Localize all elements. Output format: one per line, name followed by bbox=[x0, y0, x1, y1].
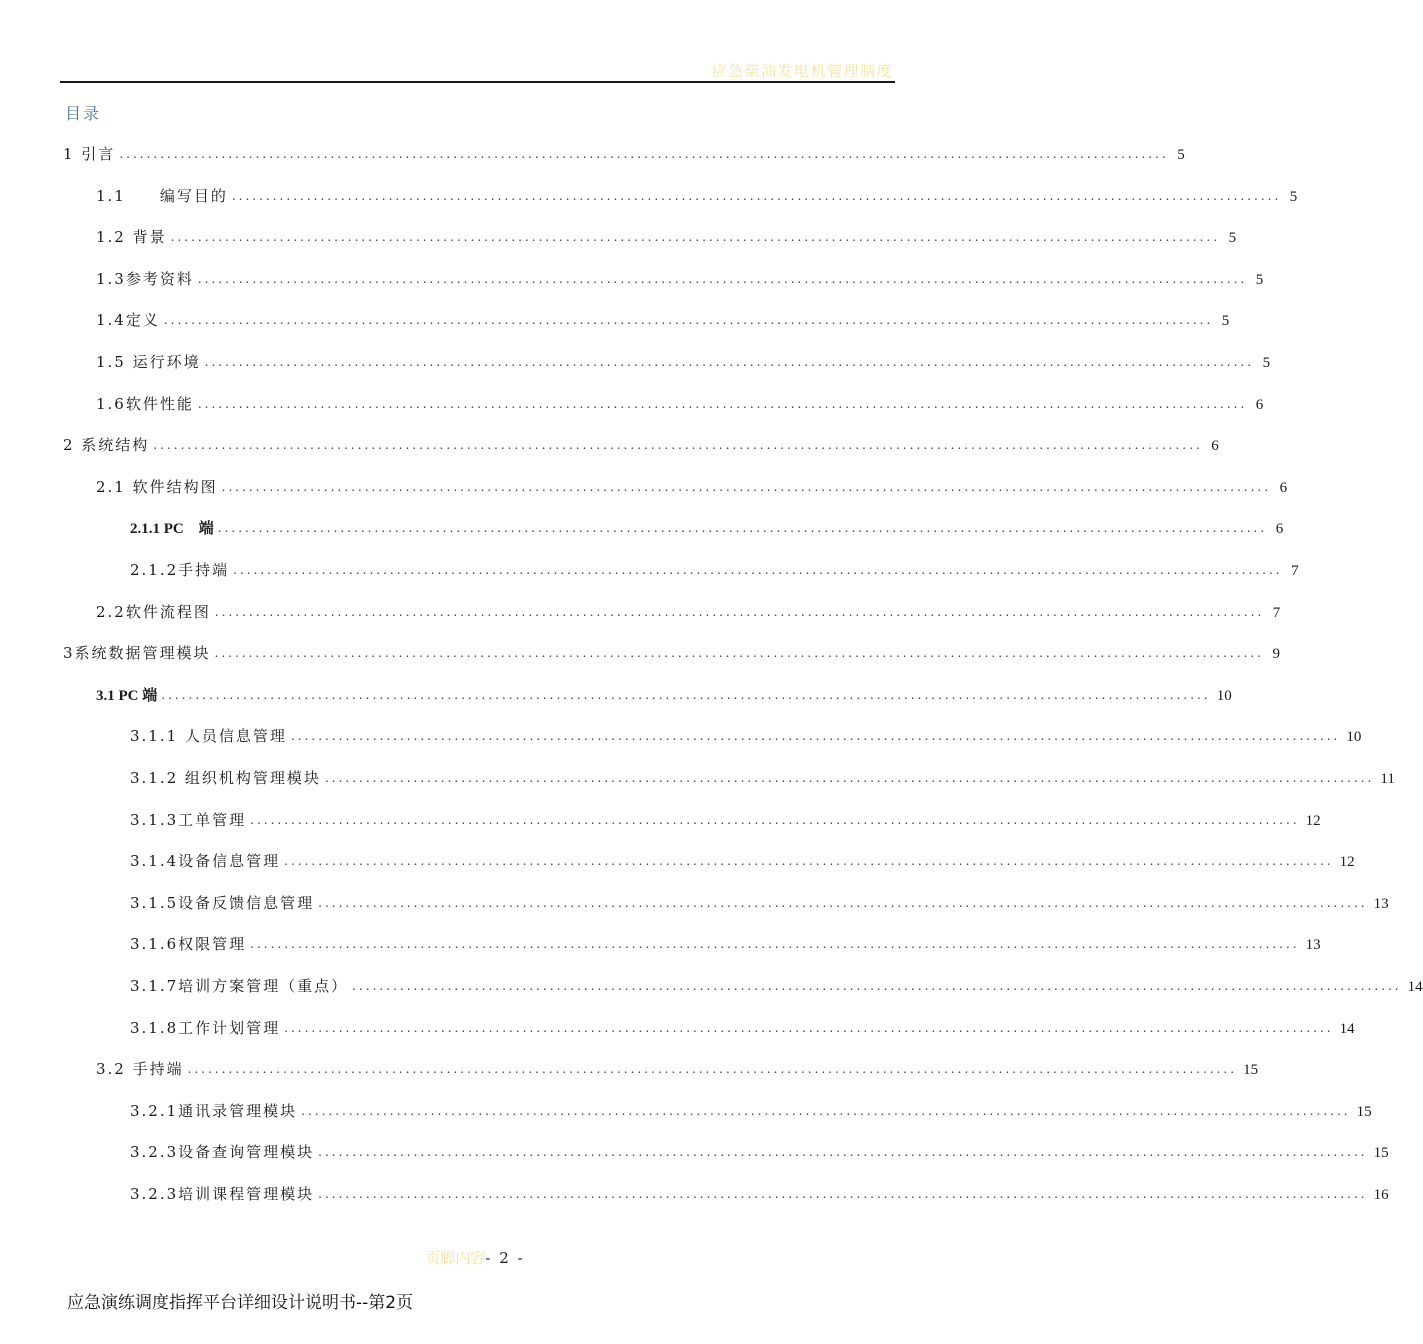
toc-entry-page: 5 bbox=[1262, 355, 1271, 371]
toc-dot-leader: .......................................................................................................................................................... bbox=[197, 272, 1248, 286]
toc-entry-label: 3.1 PC 端 bbox=[96, 688, 158, 704]
toc-dot-leader: .......................................................................................................................................................... bbox=[119, 147, 1169, 161]
toc-entry-label: 3系统数据管理模块 bbox=[63, 644, 211, 662]
toc-entry[interactable] bbox=[96, 351, 1271, 373]
toc-entry-label: 3.1.5设备反馈信息管理 bbox=[130, 894, 315, 912]
toc-dot-leader: .......................................................................................................................................................... bbox=[221, 480, 1272, 494]
toc-entry[interactable] bbox=[96, 268, 1264, 290]
toc-entry-label: 3.2.3设备查询管理模块 bbox=[130, 1143, 315, 1161]
toc-dot-leader: .......................................................................................................................................................... bbox=[301, 1104, 1351, 1118]
toc-entry[interactable] bbox=[130, 809, 1321, 831]
toc-entry[interactable] bbox=[130, 559, 1299, 581]
toc-entry[interactable] bbox=[96, 185, 1298, 207]
toc-entry-label: 2.1 软件结构图 bbox=[96, 478, 218, 496]
toc-dot-leader: .......................................................................................................................................................... bbox=[153, 438, 1203, 452]
toc-dot-leader: .......................................................................................................................................................... bbox=[214, 605, 1265, 619]
toc-entry[interactable] bbox=[130, 517, 1284, 539]
toc-entry[interactable] bbox=[63, 143, 1185, 165]
toc-entry-label: 1.4定义 bbox=[96, 311, 160, 329]
toc-entry-label: 3.2 手持端 bbox=[96, 1060, 184, 1078]
toc-entry[interactable] bbox=[130, 767, 1395, 789]
toc-entry[interactable] bbox=[130, 933, 1321, 955]
toc-entry[interactable] bbox=[96, 1058, 1259, 1080]
toc-dot-leader: .......................................................................................................................................................... bbox=[231, 189, 1282, 203]
document-caption: 应急演练调度指挥平台详细设计说明书--第2页 bbox=[67, 1293, 414, 1313]
toc-dot-leader: .......................................................................................................................................................... bbox=[161, 688, 1211, 702]
toc-entry[interactable] bbox=[96, 684, 1232, 706]
toc-entry[interactable] bbox=[130, 1183, 1389, 1205]
toc-entry-page: 11 bbox=[1380, 771, 1395, 787]
toc-dot-leader: .......................................................................................................................................................... bbox=[324, 771, 1375, 785]
toc-dot-leader: .......................................................................................................................................................... bbox=[187, 1062, 1238, 1076]
toc-entry-page: 14 bbox=[1339, 1021, 1355, 1037]
toc-entry-page: 10 bbox=[1346, 729, 1362, 745]
toc-entry-page: 5 bbox=[1289, 189, 1298, 205]
toc-dot-leader: .......................................................................................................................................................... bbox=[204, 355, 1255, 369]
toc-entry-page: 14 bbox=[1407, 979, 1423, 995]
toc-entry-page: 13 bbox=[1305, 937, 1321, 953]
header-title: 应急柴油发电机管理制度 bbox=[711, 62, 893, 80]
toc-entry-label: 2.1.1 PC 端 bbox=[130, 521, 214, 537]
toc-entry[interactable] bbox=[130, 850, 1355, 872]
toc-entry-label: 1.3参考资料 bbox=[96, 270, 194, 288]
toc-entry-label: 3.2.1通讯录管理模块 bbox=[130, 1102, 298, 1120]
toc-entry-label: 3.1.4设备信息管理 bbox=[130, 852, 281, 870]
toc-dot-leader: .......................................................................................................................................................... bbox=[284, 1021, 1334, 1035]
toc-entry[interactable] bbox=[96, 476, 1288, 498]
toc-dot-leader: .......................................................................................................................................................... bbox=[352, 979, 1402, 993]
toc-entry-label: 3.1.1 人员信息管理 bbox=[130, 727, 287, 745]
toc-entry-page: 12 bbox=[1339, 854, 1355, 870]
toc-entry-label: 3.1.3工单管理 bbox=[130, 811, 247, 829]
toc-dot-leader: .......................................................................................................................................................... bbox=[318, 1187, 1368, 1201]
toc-dot-leader: .......................................................................................................................................................... bbox=[284, 854, 1334, 868]
toc-entry[interactable] bbox=[130, 725, 1362, 747]
footer-label: 页脚内容 bbox=[425, 1249, 486, 1267]
toc-entry-page: 10 bbox=[1216, 688, 1232, 704]
toc-dot-leader: .......................................................................................................................................................... bbox=[163, 313, 1214, 327]
toc-dot-leader: .......................................................................................................................................................... bbox=[233, 563, 1283, 577]
toc-entry[interactable] bbox=[130, 892, 1389, 914]
toc-dot-leader: .......................................................................................................................................................... bbox=[318, 1145, 1368, 1159]
toc-dot-leader: .......................................................................................................................................................... bbox=[197, 397, 1248, 411]
toc-entry-page: 6 bbox=[1279, 480, 1288, 496]
toc-entry-page: 12 bbox=[1305, 813, 1321, 829]
toc-entry-label: 2.2软件流程图 bbox=[96, 603, 211, 621]
toc-entry-label: 1.1 编写目的 bbox=[96, 187, 228, 205]
toc-dot-leader: .......................................................................................................................................................... bbox=[214, 646, 1264, 660]
toc-dot-leader: .......................................................................................................................................................... bbox=[250, 937, 1300, 951]
toc-entry[interactable] bbox=[130, 1141, 1389, 1163]
toc-entry-page: 5 bbox=[1228, 230, 1237, 246]
toc-entry-page: 15 bbox=[1243, 1062, 1259, 1078]
toc-dot-leader: .......................................................................................................................................................... bbox=[217, 521, 1268, 535]
toc-entry[interactable] bbox=[130, 1100, 1372, 1122]
toc-entry-label: 1.6软件性能 bbox=[96, 395, 194, 413]
toc-entry-label: 3.2.3培训课程管理模块 bbox=[130, 1185, 315, 1203]
toc-dot-leader: .......................................................................................................................................................... bbox=[250, 813, 1300, 827]
toc-entry-label: 3.1.6权限管理 bbox=[130, 935, 247, 953]
toc-heading: 目录 bbox=[65, 104, 102, 123]
toc-entry-label: 3.1.7培训方案管理（重点） bbox=[130, 977, 349, 995]
toc-entry-label: 1 引言 bbox=[63, 145, 116, 163]
toc-entry-label: 3.1.2 组织机构管理模块 bbox=[130, 769, 321, 787]
toc-entry[interactable] bbox=[130, 1017, 1355, 1039]
toc-entry-page: 7 bbox=[1272, 605, 1281, 621]
toc-entry-label: 2 系统结构 bbox=[63, 436, 150, 454]
page-footer bbox=[0, 1247, 950, 1268]
toc-entry-page: 16 bbox=[1373, 1187, 1389, 1203]
toc-entry-label: 3.1.8工作计划管理 bbox=[130, 1019, 281, 1037]
toc-entry-page: 7 bbox=[1291, 563, 1299, 579]
toc-entry[interactable] bbox=[96, 309, 1230, 331]
toc-entry-page: 13 bbox=[1373, 896, 1389, 912]
toc-entry-label: 2.1.2手持端 bbox=[130, 561, 230, 579]
toc-entry[interactable] bbox=[130, 975, 1423, 997]
toc-entry-page: 5 bbox=[1177, 147, 1185, 163]
toc-entry-page: 6 bbox=[1275, 521, 1284, 537]
toc-entry-page: 5 bbox=[1255, 272, 1264, 288]
toc-entry[interactable] bbox=[96, 601, 1281, 623]
toc-entry[interactable] bbox=[63, 642, 1280, 664]
toc-dot-leader: .......................................................................................................................................................... bbox=[318, 896, 1368, 910]
toc-entry[interactable] bbox=[96, 393, 1264, 415]
toc-entry-label: 1.2 背景 bbox=[96, 228, 167, 246]
toc-dot-leader: .......................................................................................................................................................... bbox=[170, 230, 1221, 244]
toc-entry-page: 5 bbox=[1221, 313, 1230, 329]
toc-entry[interactable] bbox=[63, 434, 1219, 456]
toc-entry[interactable] bbox=[96, 226, 1237, 248]
toc-entry-page: 9 bbox=[1272, 646, 1280, 662]
toc-entry-page: 6 bbox=[1255, 397, 1264, 413]
toc-entry-page: 6 bbox=[1211, 438, 1219, 454]
toc-entry-label: 1.5 运行环境 bbox=[96, 353, 201, 371]
toc-dot-leader: .......................................................................................................................................................... bbox=[290, 729, 1341, 743]
toc-entry-page: 15 bbox=[1373, 1145, 1389, 1161]
footer-page-number: - 2 - bbox=[485, 1249, 525, 1267]
toc-entry-page: 15 bbox=[1356, 1104, 1372, 1120]
